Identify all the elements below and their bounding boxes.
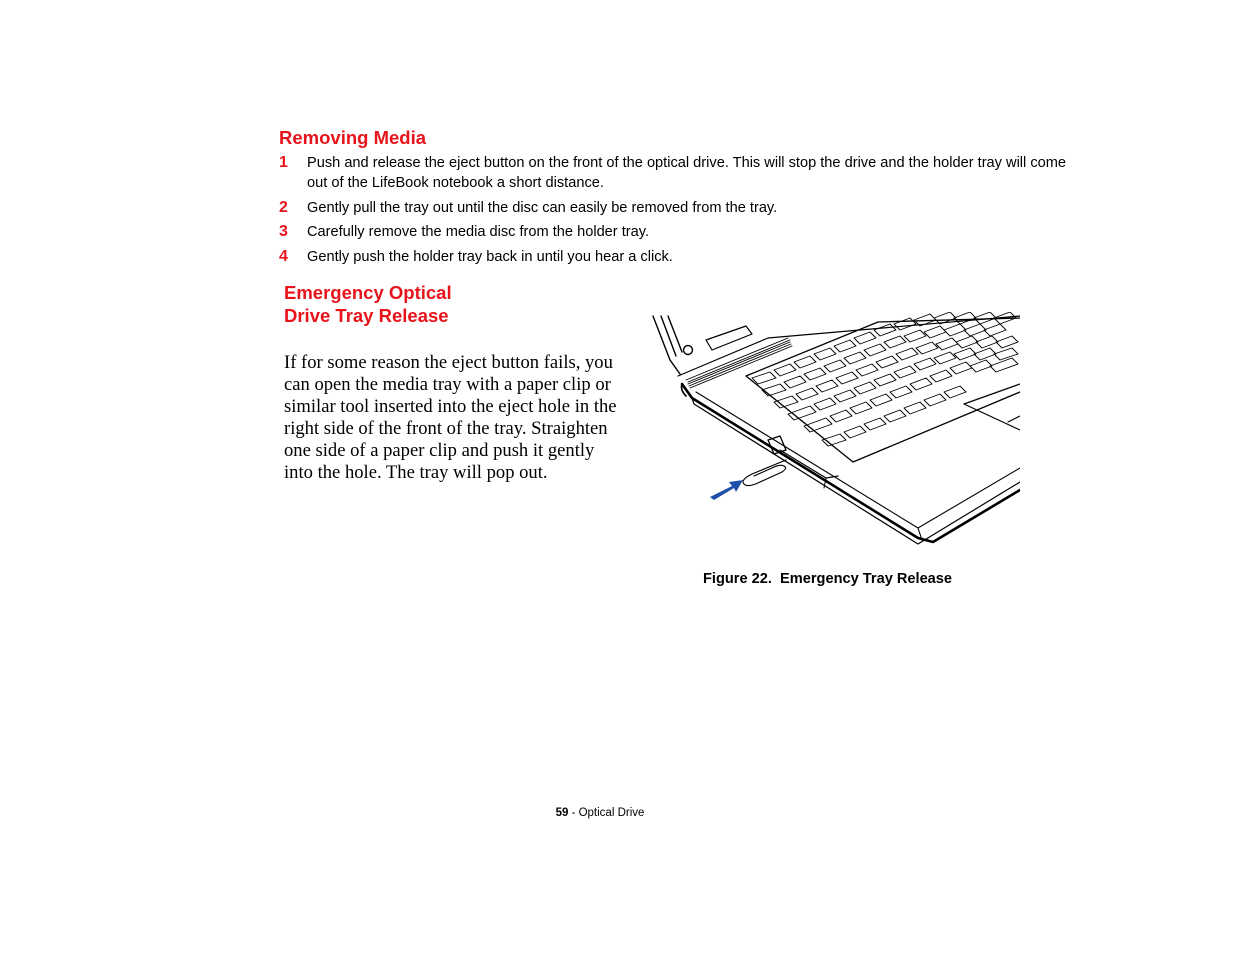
laptop-illustration (648, 312, 1022, 548)
step-item (279, 247, 1079, 267)
step-number: 2 (279, 199, 288, 216)
hinge-knob (684, 346, 693, 355)
heading-line: Emergency Optical (284, 282, 452, 303)
step-text: Carefully remove the media disc from the holder tray. (307, 224, 650, 240)
step-number: 1 (279, 154, 288, 171)
paper-clip (743, 460, 786, 486)
section-heading-emergency-release (284, 281, 544, 327)
keyboard-deck (746, 318, 1020, 462)
heading-line: Drive Tray Release (284, 305, 449, 326)
step-item (279, 198, 1079, 218)
lid-edge (653, 316, 682, 374)
step-number: 4 (279, 248, 288, 265)
step-text: Gently pull the tray out until the disc can easily be removed from the tray. (307, 200, 778, 216)
hinge (706, 326, 752, 350)
body-paragraph: If for some reason the eject button fails, you can open the media tray with a paper clip or similar tool inserted into the eject hole in the right side of the front of the tray. Straighten one side of a paper clip and push it gently into the hole. The tray will pop out. (284, 352, 617, 483)
step-text: Gently push the holder tray back in until you hear a click. (307, 249, 673, 265)
step-item (279, 153, 1079, 193)
section-heading-removing-media: Removing Media (279, 127, 426, 148)
page-number: 59 (555, 807, 569, 819)
keyboard-keys (752, 312, 1018, 446)
push-arrow (710, 480, 743, 500)
figure-caption: Figure 22. Emergency Tray Release (703, 571, 953, 587)
footer-section-name: - Optical Drive (568, 807, 645, 819)
step-text: Push and release the eject button on the front of the optical drive. This will stop the drive and the holder tray will come out of the LifeBook notebook a short distance. (307, 155, 1067, 191)
step-number: 3 (279, 223, 288, 240)
step-item (279, 222, 1079, 242)
page-footer (0, 807, 1200, 819)
touchpad (964, 384, 1020, 430)
